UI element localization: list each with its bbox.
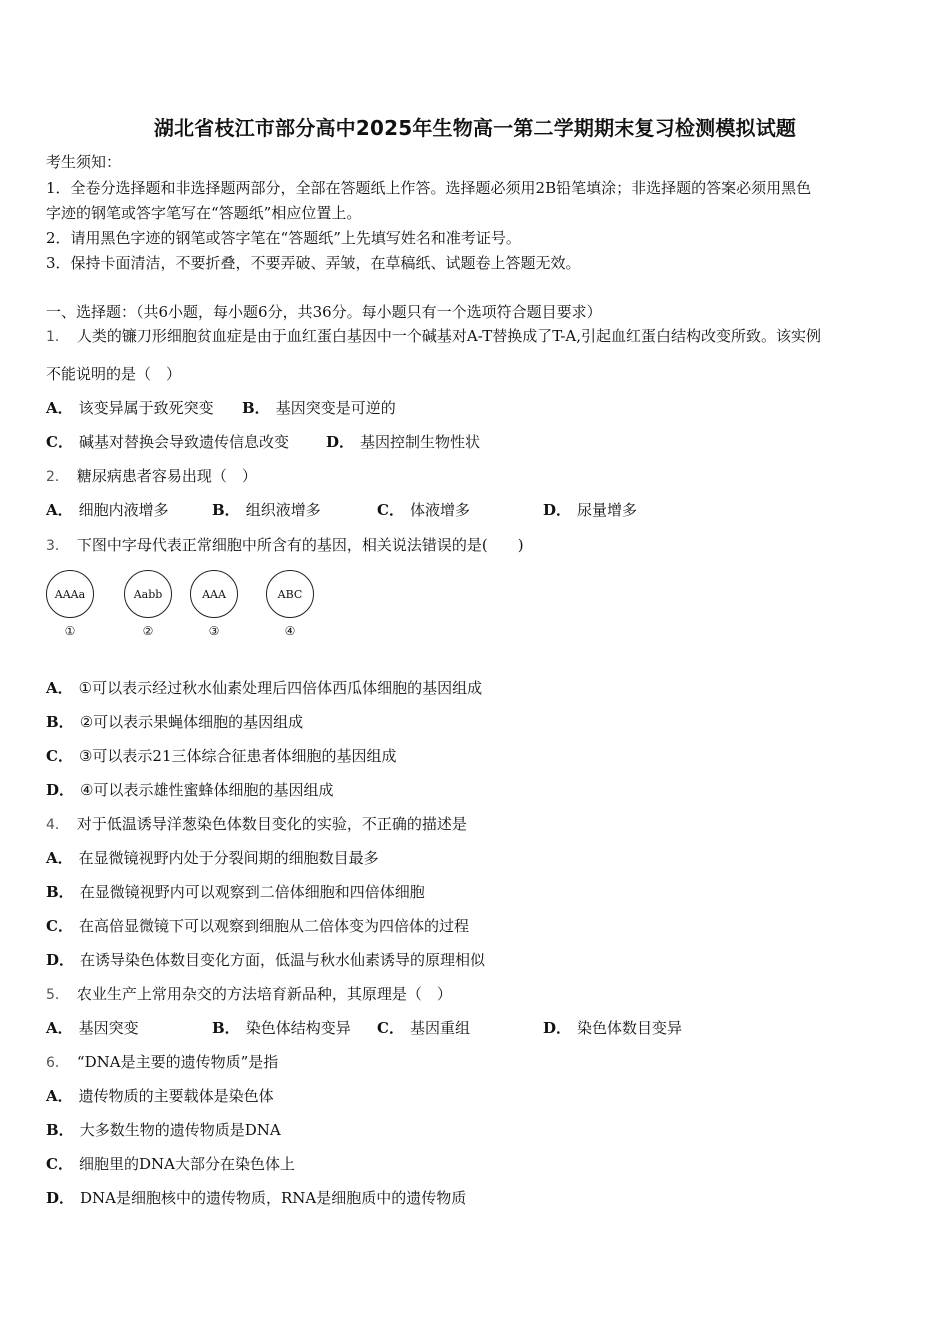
option-label: C． [46,917,73,935]
option-label: A． [46,1087,73,1105]
option-text: 在显微镜视野内处于分裂间期的细胞数目最多 [78,849,379,867]
question-1-stem-cont: 不能说明的是（ ） [46,365,182,383]
option-text: 染色体数目变异 [577,1019,683,1037]
option-label: A． [46,1019,73,1037]
page-title: 湖北省枝江市部分高中2025年生物高一第二学期期末复习检测模拟试题 [153,116,797,140]
option-text: 该变异属于致死突变 [78,399,214,417]
option-label: A． [46,399,73,417]
option-d [543,500,637,520]
option-b [46,1120,281,1140]
question-1-stem [46,326,821,347]
option-label: D． [543,1019,572,1037]
cell-caption: ③ [208,624,220,638]
option-text: 组织液增多 [245,501,321,519]
option-label: D． [46,781,75,799]
question-number: 6． [46,1055,69,1071]
notice-line: 1．全卷分选择题和非选择题两部分，全部在答题纸上作答。选择题必须用2B铅笔填涂；非选择题的答案必须用黑色 [46,179,812,197]
option-d [46,780,333,800]
option-c [377,1018,470,1038]
cell-circle: AAA [190,570,238,618]
option-label: B． [46,713,74,731]
option-a [46,848,379,868]
option-a [46,678,482,698]
option-text: 体液增多 [409,501,470,519]
option-text: 碱基对替换会导致遗传信息改变 [78,433,289,451]
option-text: 在高倍显微镜下可以观察到细胞从二倍体变为四倍体的过程 [78,917,469,935]
question-number: 4． [46,817,69,833]
option-a [46,1018,139,1038]
question-text: “DNA是主要的遗传物质”是指 [76,1053,279,1071]
option-label: C． [377,501,404,519]
option-text: 基因控制生物性状 [360,433,481,451]
question-text: 对于低温诱导洋葱染色体数目变化的实验，不正确的描述是 [76,815,467,833]
cell-circle: Aabb [124,570,172,618]
question-text: 农业生产上常用杂交的方法培育新品种，其原理是（ ） [76,985,452,1003]
option-label: B． [46,883,74,901]
option-label: A． [46,849,73,867]
option-text: 遗传物质的主要载体是染色体 [78,1087,274,1105]
option-text: ③可以表示21三体综合征患者体细胞的基因组成 [78,747,397,765]
option-c [377,500,470,520]
option-b [212,1018,351,1038]
option-text: 尿量增多 [577,501,638,519]
question-2-stem [46,466,257,487]
option-text: 染色体结构变异 [245,1019,351,1037]
notice-line: 字迹的钢笔或答字笔写在“答题纸”相应位置上。 [46,204,362,222]
section-heading: 一、选择题：（共6小题，每小题6分，共36分。每小题只有一个选项符合题目要求） [46,303,602,321]
question-text: 糖尿病患者容易出现（ ） [76,467,257,485]
option-label: A． [46,501,73,519]
question-number: 5． [46,987,69,1003]
option-label: D． [326,433,355,451]
option-text: 基因突变 [78,1019,139,1037]
option-text: DNA是细胞核中的遗传物质，RNA是细胞质中的遗传物质 [80,1189,467,1207]
option-label: B． [46,1121,74,1139]
option-text: 在显微镜视野内可以观察到二倍体细胞和四倍体细胞 [79,883,425,901]
option-label: B． [212,1019,240,1037]
option-text: ②可以表示果蝇体细胞的基因组成 [79,713,304,731]
option-label: C． [46,1155,73,1173]
option-c [46,432,289,452]
option-label: C． [377,1019,404,1037]
option-a [46,1086,274,1106]
question-text: 下图中字母代表正常细胞中所含有的基因，相关说法错误的是( ) [76,536,524,554]
option-text: 大多数生物的遗传物质是DNA [79,1121,281,1139]
cell-circle: ABC [266,570,314,618]
cell-caption: ① [64,624,76,638]
option-text: ④可以表示雄性蜜蜂体细胞的基因组成 [80,781,334,799]
option-c [46,746,397,766]
option-d [326,432,480,452]
cell-circle: AAAa [46,570,94,618]
option-text: 细胞里的DNA大部分在染色体上 [78,1155,295,1173]
option-a [46,398,214,418]
option-label: D． [543,501,572,519]
option-text: 细胞内液增多 [78,501,169,519]
option-text: 基因重组 [409,1019,470,1037]
option-d [46,950,485,970]
question-number: 1． [46,329,69,345]
option-text: ①可以表示经过秋水仙素处理后四倍体西瓜体细胞的基因组成 [78,679,483,697]
notice-heading: 考生须知： [46,153,122,171]
option-b [212,500,321,520]
option-b [242,398,396,418]
question-3-stem [46,535,524,556]
option-label: D． [46,1189,75,1207]
option-label: B． [242,399,270,417]
option-c [46,1154,295,1174]
option-b [46,882,425,902]
question-6-stem [46,1052,278,1073]
option-text: 基因突变是可逆的 [275,399,396,417]
option-text: 在诱导染色体数目变化方面，低温与秋水仙素诱导的原理相似 [80,951,486,969]
option-label: B． [212,501,240,519]
notice-line: 3．保持卡面清洁，不要折叠，不要弄破、弄皱，在草稿纸、试题卷上答题无效。 [46,254,581,272]
question-5-stem [46,984,452,1005]
option-label: D． [46,951,75,969]
question-number: 3． [46,538,69,554]
option-label: C． [46,747,73,765]
option-b [46,712,303,732]
option-c [46,916,469,936]
option-label: C． [46,433,73,451]
option-label: A． [46,679,73,697]
question-number: 2． [46,469,69,485]
question-text: 人类的镰刀形细胞贫血症是由于血红蛋白基因中一个碱基对A-T替换成了T-A,引起血红蛋白结构改变所致。该实例 [76,327,822,345]
option-a [46,500,169,520]
cell-caption: ④ [284,624,296,638]
notice-line: 2．请用黑色字迹的钢笔或答字笔在“答题纸”上先填写姓名和准考证号。 [46,229,521,247]
option-d [46,1188,466,1208]
option-d [543,1018,682,1038]
question-4-stem [46,814,467,835]
cell-caption: ② [142,624,154,638]
